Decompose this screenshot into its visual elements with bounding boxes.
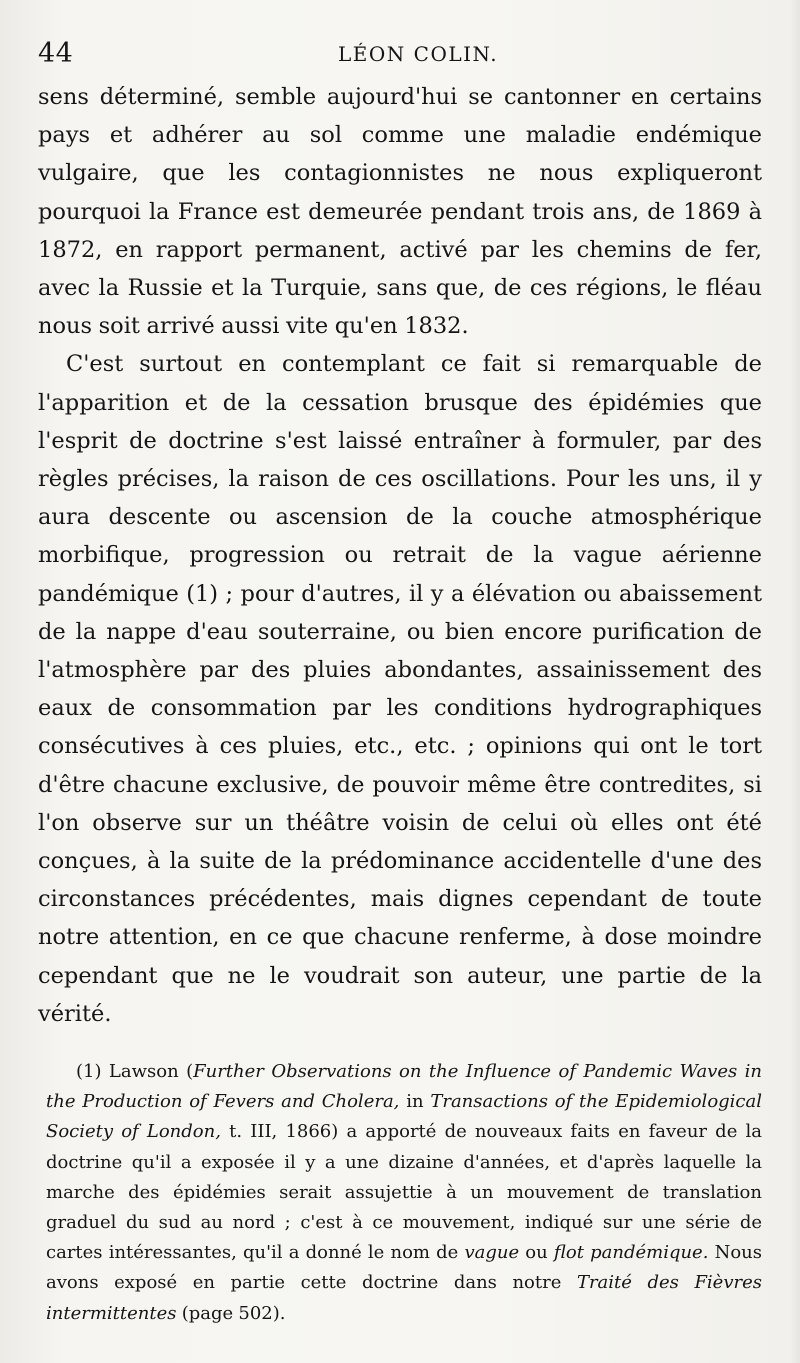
footnote-journal: Transactions of the Epidemiological Society of London, — [46, 1091, 762, 1143]
main-text — [38, 78, 762, 1033]
footnote-or: ou — [519, 1242, 554, 1264]
footnote-marker: (1) — [76, 1061, 102, 1082]
footnote-term-flot: flot pandémique. — [553, 1242, 709, 1264]
footnote-page-ref: (page 502). — [176, 1302, 286, 1324]
footnote-text-1: a apporté de nouveaux faits en faveur de la doctrine qu'il a exposée il y a une dizaine d'années, et d'après laquelle la marche des épidémies serait assujettie à un mouvement de translation graduel du sud au nord ; c'est à ce mouvement, indiqué sur une série de cartes intéressantes, qu'il a donné le nom de — [46, 1121, 763, 1264]
page-edge-shadow — [790, 0, 800, 1363]
footnote-text-2: Nous avons exposé en partie cette doctrine dans notre — [46, 1242, 763, 1294]
footnote — [46, 1057, 762, 1329]
footnote-work-title: Further Observations on the Influence of Pandemic Waves in the Production of Fevers and Cholera, — [46, 1061, 762, 1113]
footnote-term-vague: vague — [464, 1242, 520, 1264]
footnote-author: Lawson — [108, 1061, 179, 1082]
paragraph: C'est surtout en contemplant ce fait si remarquable de l'apparition et de la cessation brusque des épidémies que l'esprit de doctrine s'est laissé entraîner à formuler, par des règles précises, la raison de ces oscillations. Pour les uns, il y aura descente ou ascension de la couche atmosphérique morbifique, progression ou retrait de la vague aérienne pandémique (1) ; pour d'autres, il y a élévation ou abaissement de la nappe d'eau souterraine, ou bien encore purification de l'atmosphère par des pluies abondantes, assainissement des eaux de consommation par les conditions hydrographiques consécutives à ces pluies, etc., etc. ; opinions qui ont le tort d'être chacune exclusive, de pouvoir même être contredites, si l'on observe sur un théâtre voisin de celui où elles ont été conçues, à la suite de la prédominance accidentelle d'une des circonstances précédentes, mais dignes cependant de toute notre attention, en ce que chacune renferme, à dose moindre cependant que ne le voudrait son auteur, une partie de la vérité. — [38, 351, 762, 1027]
footnote-open-paren: ( — [186, 1061, 194, 1082]
footnote-book-title: Traité des Fièvres intermittentes — [46, 1272, 763, 1324]
paragraph-continued: sens déterminé, semble aujourd'hui se cantonner en certains pays et adhérer au sol comme une maladie endémique vulgaire, que les contagionnistes ne nous expliqueront pourquoi la France est demeurée pendant trois ans, de 1869 à 1872, en rapport permanent, activé par les chemins de fer, avec la Russie et la Turquie, sans que, de ces régions, le fléau nous soit arrivé aussi vite qu'en 1832. — [38, 84, 762, 340]
footnote-paragraph — [46, 1057, 762, 1329]
page-header — [38, 38, 762, 78]
running-head: LÉON COLIN. — [338, 42, 499, 66]
footnote-volume-year: t. III, 1866) — [220, 1121, 339, 1143]
page-number: 44 — [38, 38, 74, 69]
footnote-in: in — [399, 1091, 431, 1113]
